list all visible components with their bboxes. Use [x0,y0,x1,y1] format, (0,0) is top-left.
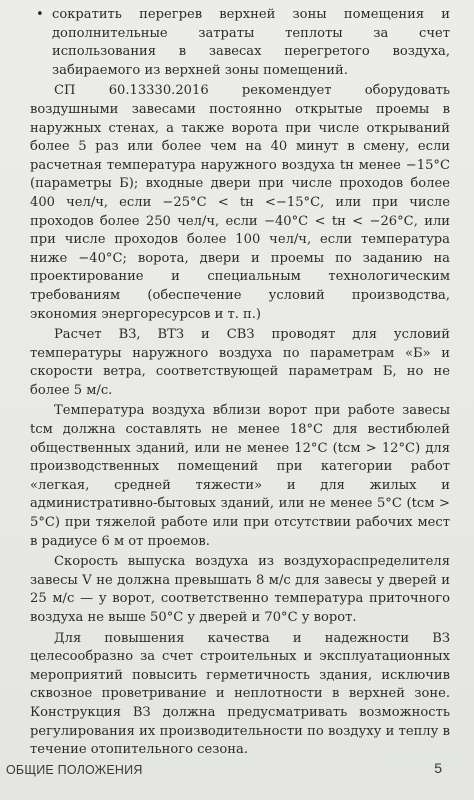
bullet-item [30,6,450,80]
bullet-text: сократить перегрев верхней зоны помещения и дополнительные затраты теплоты за счет использования в завесах перегретого воздуха, забираемого из верхней зоны помещений. [52,7,450,78]
bullet-icon: • [36,7,44,22]
running-footer-section: ОБЩИЕ ПОЛОЖЕНИЯ [6,763,143,777]
paragraph-gate-temperature: Температура воздуха вблизи ворот при работе завесы tсм должна составлять не менее 18°С для вестибюлей общественных зданий, или не менее 12°С (tсм > 12°С) для производственных помещений при категории работ «легкая, средней тяжести» и для жилых и административно-бытовых зданий, или не менее 5°С (tсм > 5°С) при тяжелой работе или при отсутствии рабочих мест в радиусе 6 м от проемов. [30,403,450,549]
paragraph-air-velocity: Скорость выпуска воздуха из воздухораспределителя завесы V не должна превышать 8 м/с для завесы у дверей и 25 м/с — у ворот, соответственно температура приточного воздуха не выше 50°С у дверей и 70°С у ворот. [30,554,450,625]
paragraph-sp-recommendation: СП 60.13330.2016 рекомендует оборудовать воздушными завесами постоянно открытые проемы в наружных стенах, а также ворота при числе открываний более 5 раз или более чем на 40 минут в смену, если расчетная температура наружного воздуха tн менее −15°С (параметры Б); входные двери при числе проходов более 400 чел/ч, если −25°С < tн <−15°С, или при числе проходов более 250 чел/ч, если −40°С < tн < −26°С, или при числе проходов более 100 чел/ч, если температура ниже −40°С; ворота, двери и проемы по заданию на проектирование и специальным технологическим требованиям (обеспечение условий производства, экономия энергоресурсов и т. п.) [30,83,450,322]
paragraph-calculation-conditions: Расчет ВЗ, ВТЗ и СВЗ проводят для условий температуры наружного воздуха по параметрам «Б» и скорости ветра, соответствующей параметрам Б, но не более 5 м/с. [30,327,450,398]
page-content [30,6,450,760]
paragraph-reliability: Для повышения качества и надежности ВЗ целесообразно за счет строительных и эксплуатационных мероприятий повысить герметичность здания, исключив сквозное проветривание и неплотности в верхней зоне. Конструкция ВЗ должна предусматривать возможность регулирования их производительности по воздуху и теплу в течение отопительного сезона. [30,630,450,758]
page-number: 5 [434,760,442,776]
